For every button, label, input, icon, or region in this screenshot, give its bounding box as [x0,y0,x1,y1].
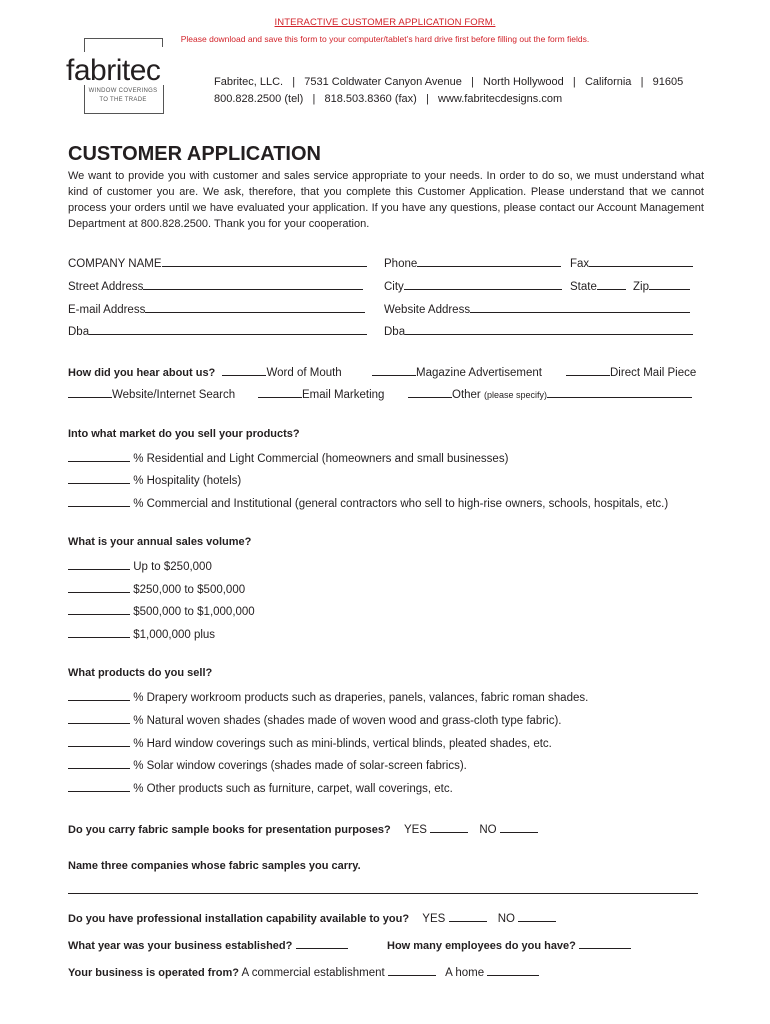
fabritec-logo [66,38,162,120]
email-label: E-mail Address [68,304,146,316]
samples-row [68,821,538,836]
market-label-3: % Commercial and Institutional (general contractors who sell to high-rise owners, schools, hospitals, etc.) [133,498,669,510]
samples-yes-label: YES [403,824,427,836]
state-field[interactable] [570,278,626,293]
street-address-label: Street Address [68,281,144,293]
products-input-5[interactable] [68,780,130,792]
street-address-field[interactable] [68,278,363,293]
market-label-2: % Hospitality (hotels) [133,475,242,487]
website-search-label: Website/Internet Search [112,389,236,401]
magazine-option [372,364,542,379]
sales-input-2[interactable] [68,581,130,593]
install-no-input[interactable] [518,910,556,922]
samples-no-input[interactable] [500,821,538,833]
established-question: What year was your business established? [68,940,293,952]
form-notice-subtitle: Please download and save this form to your computer/tablet’s hard drive first before filling out the form fields. [180,34,590,44]
operated-home-input[interactable] [487,964,539,976]
install-row [68,910,556,925]
market-input-1[interactable] [68,450,130,462]
zip-label: Zip [633,281,649,293]
zip-input[interactable] [649,278,690,290]
sales-input-1[interactable] [68,558,130,570]
market-option-1 [68,450,508,465]
products-input-1[interactable] [68,689,130,701]
install-question: Do you have professional installation capability available to you? [68,913,410,925]
products-option-4 [68,757,467,772]
page-title: CUSTOMER APPLICATION [68,143,321,165]
market-option-2 [68,472,241,487]
employees-row [387,937,631,952]
samples-question: Do you carry fabric sample books for presentation purposes? [68,824,391,836]
products-input-4[interactable] [68,757,130,769]
word-of-mouth-input[interactable] [222,364,266,376]
operated-question: Your business is operated from? [68,967,239,979]
company-name-field[interactable] [68,255,367,270]
other-note: (please specify) [483,390,547,400]
samples-no-label: NO [479,824,497,836]
sales-input-3[interactable] [68,603,130,615]
logo-frame-top [84,38,163,47]
form-notice-title: INTERACTIVE CUSTOMER APPLICATION FORM. [274,17,496,28]
products-label-5: % Other products such as furniture, carpet, wall coverings, etc. [133,783,453,795]
magazine-label: Magazine Advertisement [416,367,542,379]
dba-field-left[interactable] [68,323,367,338]
logo-frame-left [84,38,85,52]
products-label-3: % Hard window coverings such as mini-blinds, vertical blinds, pleated shades, etc. [133,738,552,750]
fax-input[interactable] [589,255,693,267]
intro-paragraph: We want to provide you with customer and sales service appropriate to your needs. In order to do so, we must understand what kind of customer you are. We ask, therefore, that you complete this Customer Application. Please understand that we cannot process your orders until we have evaluated your application. If you have any questions, please contact our Account Management Department at 800.828.2500. Thank you for your cooperation. [68,170,704,230]
state-label: State [570,281,597,293]
sales-label-2: $250,000 to $500,000 [133,584,246,596]
fax-field[interactable] [570,255,693,270]
sales-label-3: $500,000 to $1,000,000 [133,606,255,618]
direct-mail-option [566,364,696,379]
operated-commercial-input[interactable] [388,964,436,976]
email-marketing-label: Email Marketing [302,389,385,401]
website-search-input[interactable] [68,386,112,398]
products-option-2 [68,712,561,727]
market-option-3 [68,495,668,510]
logo-wordmark: fabritec [66,54,161,87]
sales-option-3 [68,603,255,618]
established-input[interactable] [296,937,348,949]
company-phone-web: 800.828.2500 (tel) | 818.503.8360 (fax) | www.fabritecdesigns.com [214,93,563,105]
operated-row [68,964,539,979]
city-input[interactable] [404,278,562,290]
sales-label-1: Up to $250,000 [133,561,212,573]
fax-label: Fax [570,258,590,270]
other-option [408,386,692,401]
state-input[interactable] [597,278,626,290]
dba-field-right[interactable] [384,323,693,338]
sales-input-4[interactable] [68,626,130,638]
market-input-3[interactable] [68,495,130,507]
products-label-1: % Drapery workroom products such as draperies, panels, valances, fabric roman shades. [133,692,589,704]
employees-question: How many employees do you have? [387,940,576,952]
sales-label-4: $1,000,000 plus [133,629,216,641]
hear-question: How did you hear about us? [68,367,216,379]
sales-question: What is your annual sales volume? [68,536,252,548]
city-field[interactable] [384,278,562,293]
products-option-5 [68,780,453,795]
dba-input-right[interactable] [405,323,693,335]
products-input-2[interactable] [68,712,130,724]
other-input[interactable] [408,386,452,398]
sales-option-1 [68,558,212,573]
products-label-4: % Solar window coverings (shades made of solar-screen fabrics). [133,760,467,772]
email-marketing-input[interactable] [258,386,302,398]
logo-tagline-2: TO THE TRADE [99,97,147,103]
dba-input-left[interactable] [89,323,367,335]
products-input-3[interactable] [68,735,130,747]
products-option-3 [68,735,552,750]
market-label-1: % Residential and Light Commercial (homeowners and small businesses) [133,453,509,465]
companies-input[interactable] [68,893,698,894]
sales-option-2 [68,581,245,596]
operated-commercial-label: A commercial establishment [241,967,385,979]
employees-input[interactable] [579,937,631,949]
market-question: Into what market do you sell your products? [68,428,300,440]
operated-home-label: A home [445,967,485,979]
company-name-input[interactable] [162,255,367,267]
website-input[interactable] [470,301,690,313]
sales-option-4 [68,626,215,641]
website-search-option [68,386,235,401]
website-field[interactable] [384,301,690,316]
companies-question: Name three companies whose fabric samples you carry. [68,860,361,872]
logo-tagline-1: WINDOW COVERINGS [88,88,158,94]
other-specify-input[interactable] [547,386,692,398]
direct-mail-label: Direct Mail Piece [610,367,697,379]
email-marketing-option [258,386,384,401]
city-label: City [384,281,404,293]
company-address: Fabritec, LLC. | 7531 Coldwater Canyon Avenue | North Hollywood | California | 91605 [214,76,684,88]
word-of-mouth-label: Word of Mouth [266,367,342,379]
email-field[interactable] [68,301,365,316]
company-name-label: COMPANY NAME [68,258,162,270]
phone-input[interactable] [417,255,561,267]
install-yes-input[interactable] [449,910,487,922]
website-label: Website Address [384,304,471,316]
zip-field[interactable] [633,278,690,293]
direct-mail-input[interactable] [566,364,610,376]
phone-label: Phone [384,258,418,270]
hear-row-1 [68,364,342,379]
logo-tagline [84,87,162,105]
street-address-input[interactable] [143,278,363,290]
email-input[interactable] [145,301,365,313]
magazine-input[interactable] [372,364,416,376]
install-no-label: NO [497,913,515,925]
established-row [68,937,348,952]
market-input-2[interactable] [68,472,130,484]
phone-field[interactable] [384,255,561,270]
products-option-1 [68,689,588,704]
samples-yes-input[interactable] [430,821,468,833]
dba-label-right: Dba [384,326,406,338]
dba-label-left: Dba [68,326,90,338]
install-yes-label: YES [422,913,446,925]
products-question: What products do you sell? [68,667,213,679]
products-label-2: % Natural woven shades (shades made of woven wood and grass-cloth type fabric). [133,715,562,727]
other-label: Other [452,389,481,401]
